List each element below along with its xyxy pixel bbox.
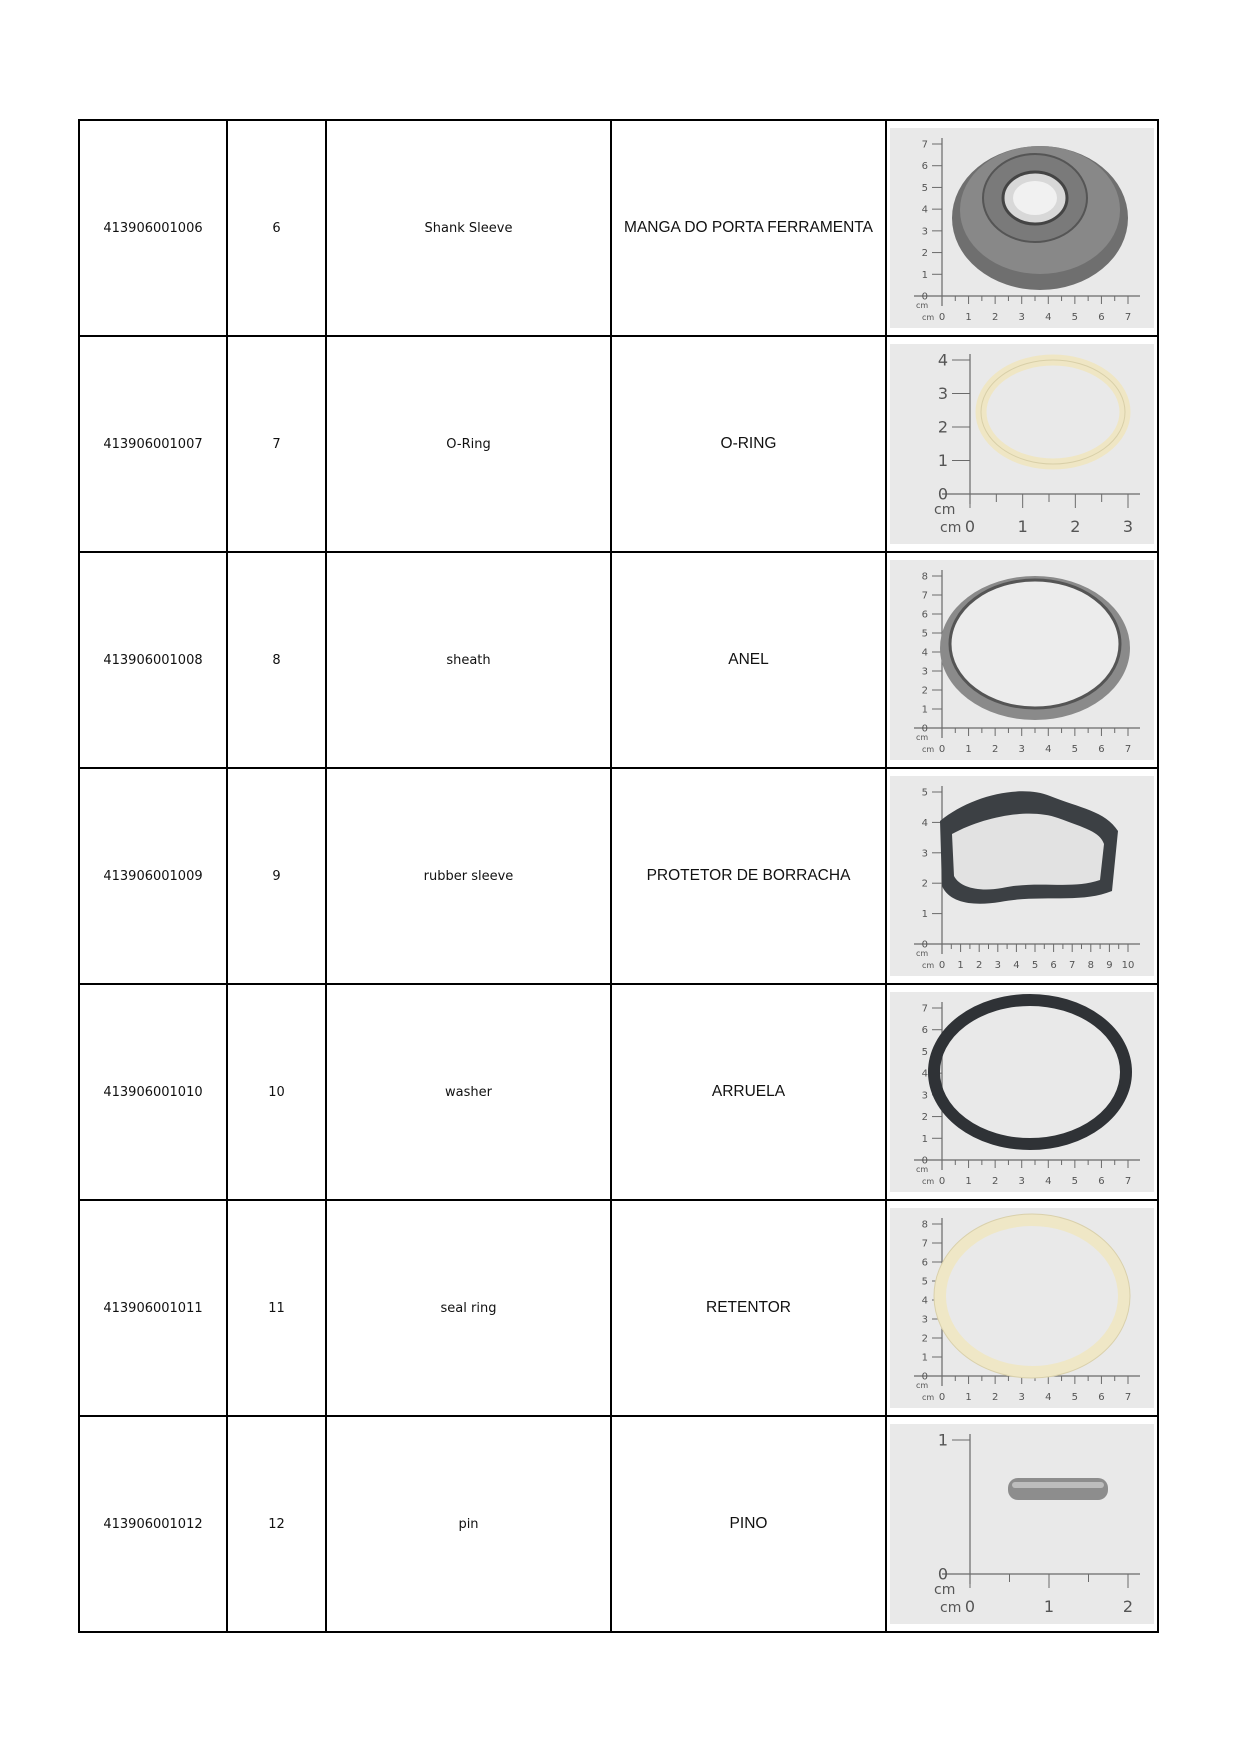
o-ring-photo: [890, 344, 1154, 544]
description-pt: PINO: [729, 1515, 768, 1532]
description-pt-cell: [611, 552, 886, 768]
item-number-cell: [227, 768, 326, 984]
part-code: 413906001006: [103, 220, 203, 236]
scale-y-label: 6: [921, 609, 928, 621]
scale-x-label: 4: [1045, 744, 1052, 755]
sheath-ring-part-icon: [940, 576, 1130, 720]
scale-y-label: 4: [921, 1295, 928, 1307]
scale-y-label: 2: [921, 685, 928, 697]
item-number: 11: [268, 1300, 285, 1316]
parts-table-body: [79, 120, 1158, 1632]
scale-y-label: 0: [921, 291, 928, 303]
scale-y-label: 7: [921, 139, 928, 151]
item-number: 6: [272, 220, 281, 236]
rubber-sleeve-photo: [890, 776, 1154, 976]
unit-label: cm: [940, 1600, 962, 1616]
scale-x-label: 9: [1106, 960, 1113, 971]
scale-y-label: 1: [921, 704, 928, 716]
item-number: 10: [268, 1084, 285, 1100]
scale-x-label: 1: [965, 744, 972, 755]
table-row: [79, 1200, 1158, 1416]
scale-x-label: 0: [938, 312, 946, 323]
description-en-cell: [326, 336, 611, 552]
description-pt-cell: [611, 1200, 886, 1416]
item-number: 8: [272, 652, 281, 668]
description-pt: MANGA DO PORTA FERRAMENTA: [624, 219, 873, 236]
photo-cell: [886, 984, 1158, 1200]
scale-y-label: 2: [921, 248, 928, 260]
scale-x-label: 2: [991, 1176, 999, 1187]
unit-label: cm: [922, 961, 935, 970]
description-en: rubber sleeve: [423, 868, 514, 884]
scale-y-label: 3: [921, 666, 928, 678]
photo-svg: [890, 344, 1154, 544]
unit-label: cm: [916, 733, 929, 742]
scale-y-label: 1: [937, 451, 948, 471]
scale-y-label: 0: [937, 484, 948, 504]
washer-photo: [890, 992, 1154, 1192]
scale-x-label: 5: [1071, 312, 1079, 323]
scale-x-label: 6: [1050, 960, 1057, 971]
scale-x-label: 7: [1124, 312, 1132, 323]
table-row: [79, 120, 1158, 336]
scale-x-label: 3: [1018, 1392, 1025, 1403]
part-code: 413906001012: [103, 1516, 203, 1532]
scale-y-label: 6: [921, 161, 928, 173]
scale-x-label: 1: [965, 1392, 972, 1403]
parts-table: [78, 119, 1159, 1633]
photo-cell: [886, 336, 1158, 552]
scale-x-label: 1: [1043, 1597, 1055, 1616]
scale-x-label: 0: [938, 960, 946, 971]
scale-x-label: 0: [964, 1597, 976, 1616]
scale-x-label: 2: [976, 960, 983, 971]
item-number-cell: [227, 984, 326, 1200]
scale-y-label: 1: [921, 269, 928, 281]
scale-y-label: 1: [937, 1430, 948, 1450]
scale-y-label: 3: [921, 226, 928, 238]
scale-x-label: 2: [1122, 1597, 1134, 1616]
scale-y-label: 0: [921, 939, 928, 951]
scale-x-label: 1: [965, 1176, 972, 1187]
scale-y-label: 1: [921, 1133, 928, 1145]
unit-label: cm: [922, 745, 935, 754]
scale-x-label: 7: [1124, 1392, 1132, 1403]
pin-part-icon: [1008, 1478, 1108, 1500]
part-code-cell: [79, 1416, 227, 1632]
description-en: pin: [458, 1516, 479, 1532]
photo-cell: [886, 552, 1158, 768]
description-pt: PROTETOR DE BORRACHA: [646, 867, 851, 884]
description-en: seal ring: [440, 1300, 497, 1316]
scale-x-label: 5: [1031, 960, 1039, 971]
unit-label: cm: [922, 1177, 935, 1186]
scale-x-label: 2: [991, 312, 999, 323]
description-en: O-Ring: [446, 436, 491, 452]
part-code-cell: [79, 120, 227, 336]
scale-x-label: 1: [1017, 517, 1028, 536]
part-code-cell: [79, 768, 227, 984]
scale-y-label: 3: [937, 384, 948, 404]
scale-y-label: 7: [921, 590, 928, 602]
unit-label: cm: [916, 1381, 929, 1390]
table-row: [79, 984, 1158, 1200]
seal-ring-photo: [890, 1208, 1154, 1408]
scale-x-label: 4: [1013, 960, 1020, 971]
scale-x-label: 4: [1045, 1176, 1052, 1187]
scale-x-label: 10: [1121, 960, 1135, 971]
description-pt: O-RING: [720, 435, 777, 452]
part-code: 413906001008: [103, 652, 203, 668]
part-code: 413906001007: [103, 436, 203, 452]
description-en-cell: [326, 1200, 611, 1416]
shank-sleeve-part-icon: [952, 146, 1128, 290]
description-pt: ANEL: [728, 651, 769, 668]
photo-svg: [890, 128, 1154, 328]
part-code: 413906001011: [103, 1300, 203, 1316]
part-code-cell: [79, 336, 227, 552]
unit-label: cm: [916, 949, 929, 958]
part-code-cell: [79, 984, 227, 1200]
part-code-cell: [79, 1200, 227, 1416]
table-row: [79, 336, 1158, 552]
pin-photo: [890, 1424, 1154, 1624]
scale-x-label: 7: [1124, 744, 1132, 755]
scale-x-label: 2: [991, 744, 999, 755]
sheath-ring-photo: [890, 560, 1154, 760]
scale-x-label: 2: [991, 1392, 999, 1403]
scale-y-label: 4: [921, 647, 928, 659]
description-en-cell: [326, 1416, 611, 1632]
scale-y-label: 0: [921, 1155, 928, 1167]
scale-x-label: 7: [1069, 960, 1076, 971]
scale-x-label: 6: [1098, 312, 1105, 323]
item-number-cell: [227, 120, 326, 336]
scale-x-label: 3: [1018, 1176, 1025, 1187]
scale-x-label: 0: [938, 744, 946, 755]
scale-y-label: 2: [921, 1112, 928, 1124]
scale-y-label: 1: [921, 909, 928, 921]
scale-y-label: 2: [921, 878, 928, 890]
item-number: 12: [268, 1516, 285, 1532]
description-pt: ARRUELA: [711, 1083, 786, 1100]
table-row: [79, 768, 1158, 984]
item-number-cell: [227, 336, 326, 552]
scale-y-label: 5: [921, 1276, 928, 1288]
scale-x-label: 6: [1098, 1392, 1105, 1403]
scale-x-label: 4: [1045, 1392, 1052, 1403]
unit-label: cm: [934, 502, 956, 518]
scale-y-label: 2: [921, 1333, 928, 1345]
part-code: 413906001009: [103, 868, 203, 884]
description-pt-cell: [611, 120, 886, 336]
description-en-cell: [326, 984, 611, 1200]
scale-y-label: 3: [921, 1090, 928, 1102]
scale-y-label: 5: [921, 787, 928, 799]
photo-cell: [886, 1416, 1158, 1632]
photo-svg: [890, 992, 1154, 1192]
unit-label: cm: [922, 1393, 935, 1402]
scale-x-label: 5: [1071, 1176, 1079, 1187]
scale-y-label: 3: [921, 1314, 928, 1326]
scale-x-label: 0: [938, 1176, 946, 1187]
photo-svg: [890, 1208, 1154, 1408]
scale-y-label: 0: [921, 723, 928, 735]
scale-y-label: 1: [921, 1352, 928, 1364]
scale-y-label: 5: [921, 1046, 928, 1058]
part-code: 413906001010: [103, 1084, 203, 1100]
description-en-cell: [326, 552, 611, 768]
item-number-cell: [227, 1416, 326, 1632]
unit-label: cm: [916, 301, 929, 310]
description-en: sheath: [446, 652, 491, 668]
part-code-cell: [79, 552, 227, 768]
photo-svg: [890, 776, 1154, 976]
scale-y-label: 0: [937, 1564, 948, 1584]
description-pt-cell: [611, 984, 886, 1200]
scale-x-label: 0: [938, 1392, 946, 1403]
item-number: 9: [272, 868, 281, 884]
photo-cell: [886, 120, 1158, 336]
scale-x-label: 8: [1087, 960, 1094, 971]
scale-x-label: 3: [1018, 312, 1025, 323]
photo-svg: [890, 1424, 1154, 1624]
scale-y-label: 8: [921, 1219, 928, 1231]
photo-cell: [886, 1200, 1158, 1416]
table-row: [79, 1416, 1158, 1632]
scale-y-label: 6: [921, 1025, 928, 1037]
scale-y-label: 8: [921, 571, 928, 583]
unit-label: cm: [934, 1582, 956, 1598]
scale-y-label: 5: [921, 628, 928, 640]
scale-x-label: 2: [1070, 517, 1081, 536]
scale-x-label: 1: [957, 960, 964, 971]
unit-label: cm: [922, 313, 935, 322]
photo-svg: [890, 560, 1154, 760]
description-en-cell: [326, 120, 611, 336]
scale-y-label: 4: [937, 350, 948, 370]
item-number: 7: [272, 436, 281, 452]
scale-x-label: 1: [965, 312, 972, 323]
scale-y-label: 5: [921, 182, 928, 194]
unit-label: cm: [940, 520, 962, 536]
description-pt-cell: [611, 336, 886, 552]
description-en: washer: [445, 1084, 492, 1100]
scale-x-label: 3: [1122, 517, 1134, 536]
scale-x-label: 6: [1098, 1176, 1105, 1187]
scale-y-label: 4: [921, 1068, 928, 1080]
description-pt-cell: [611, 1416, 886, 1632]
scale-y-label: 4: [921, 204, 928, 216]
photo-cell: [886, 768, 1158, 984]
scale-x-label: 7: [1124, 1176, 1132, 1187]
item-number-cell: [227, 1200, 326, 1416]
description-pt-cell: [611, 768, 886, 984]
scale-x-label: 3: [994, 960, 1001, 971]
scale-x-label: 5: [1071, 744, 1079, 755]
scale-y-label: 7: [921, 1238, 928, 1250]
scale-y-label: 3: [921, 848, 928, 860]
scale-y-label: 2: [937, 417, 948, 437]
unit-label: cm: [916, 1165, 929, 1174]
description-en: Shank Sleeve: [424, 220, 513, 236]
scale-x-label: 4: [1045, 312, 1052, 323]
table-row: [79, 552, 1158, 768]
description-pt: RETENTOR: [706, 1299, 791, 1316]
scale-x-label: 0: [964, 517, 976, 536]
shank-sleeve-photo: [890, 128, 1154, 328]
scale-y-label: 6: [921, 1257, 928, 1269]
scale-y-label: 0: [921, 1371, 928, 1383]
item-number-cell: [227, 552, 326, 768]
scale-x-label: 3: [1018, 744, 1025, 755]
scale-x-label: 5: [1071, 1392, 1079, 1403]
scale-x-label: 6: [1098, 744, 1105, 755]
scale-y-label: 7: [921, 1003, 928, 1015]
description-en-cell: [326, 768, 611, 984]
scale-y-label: 4: [921, 817, 928, 829]
